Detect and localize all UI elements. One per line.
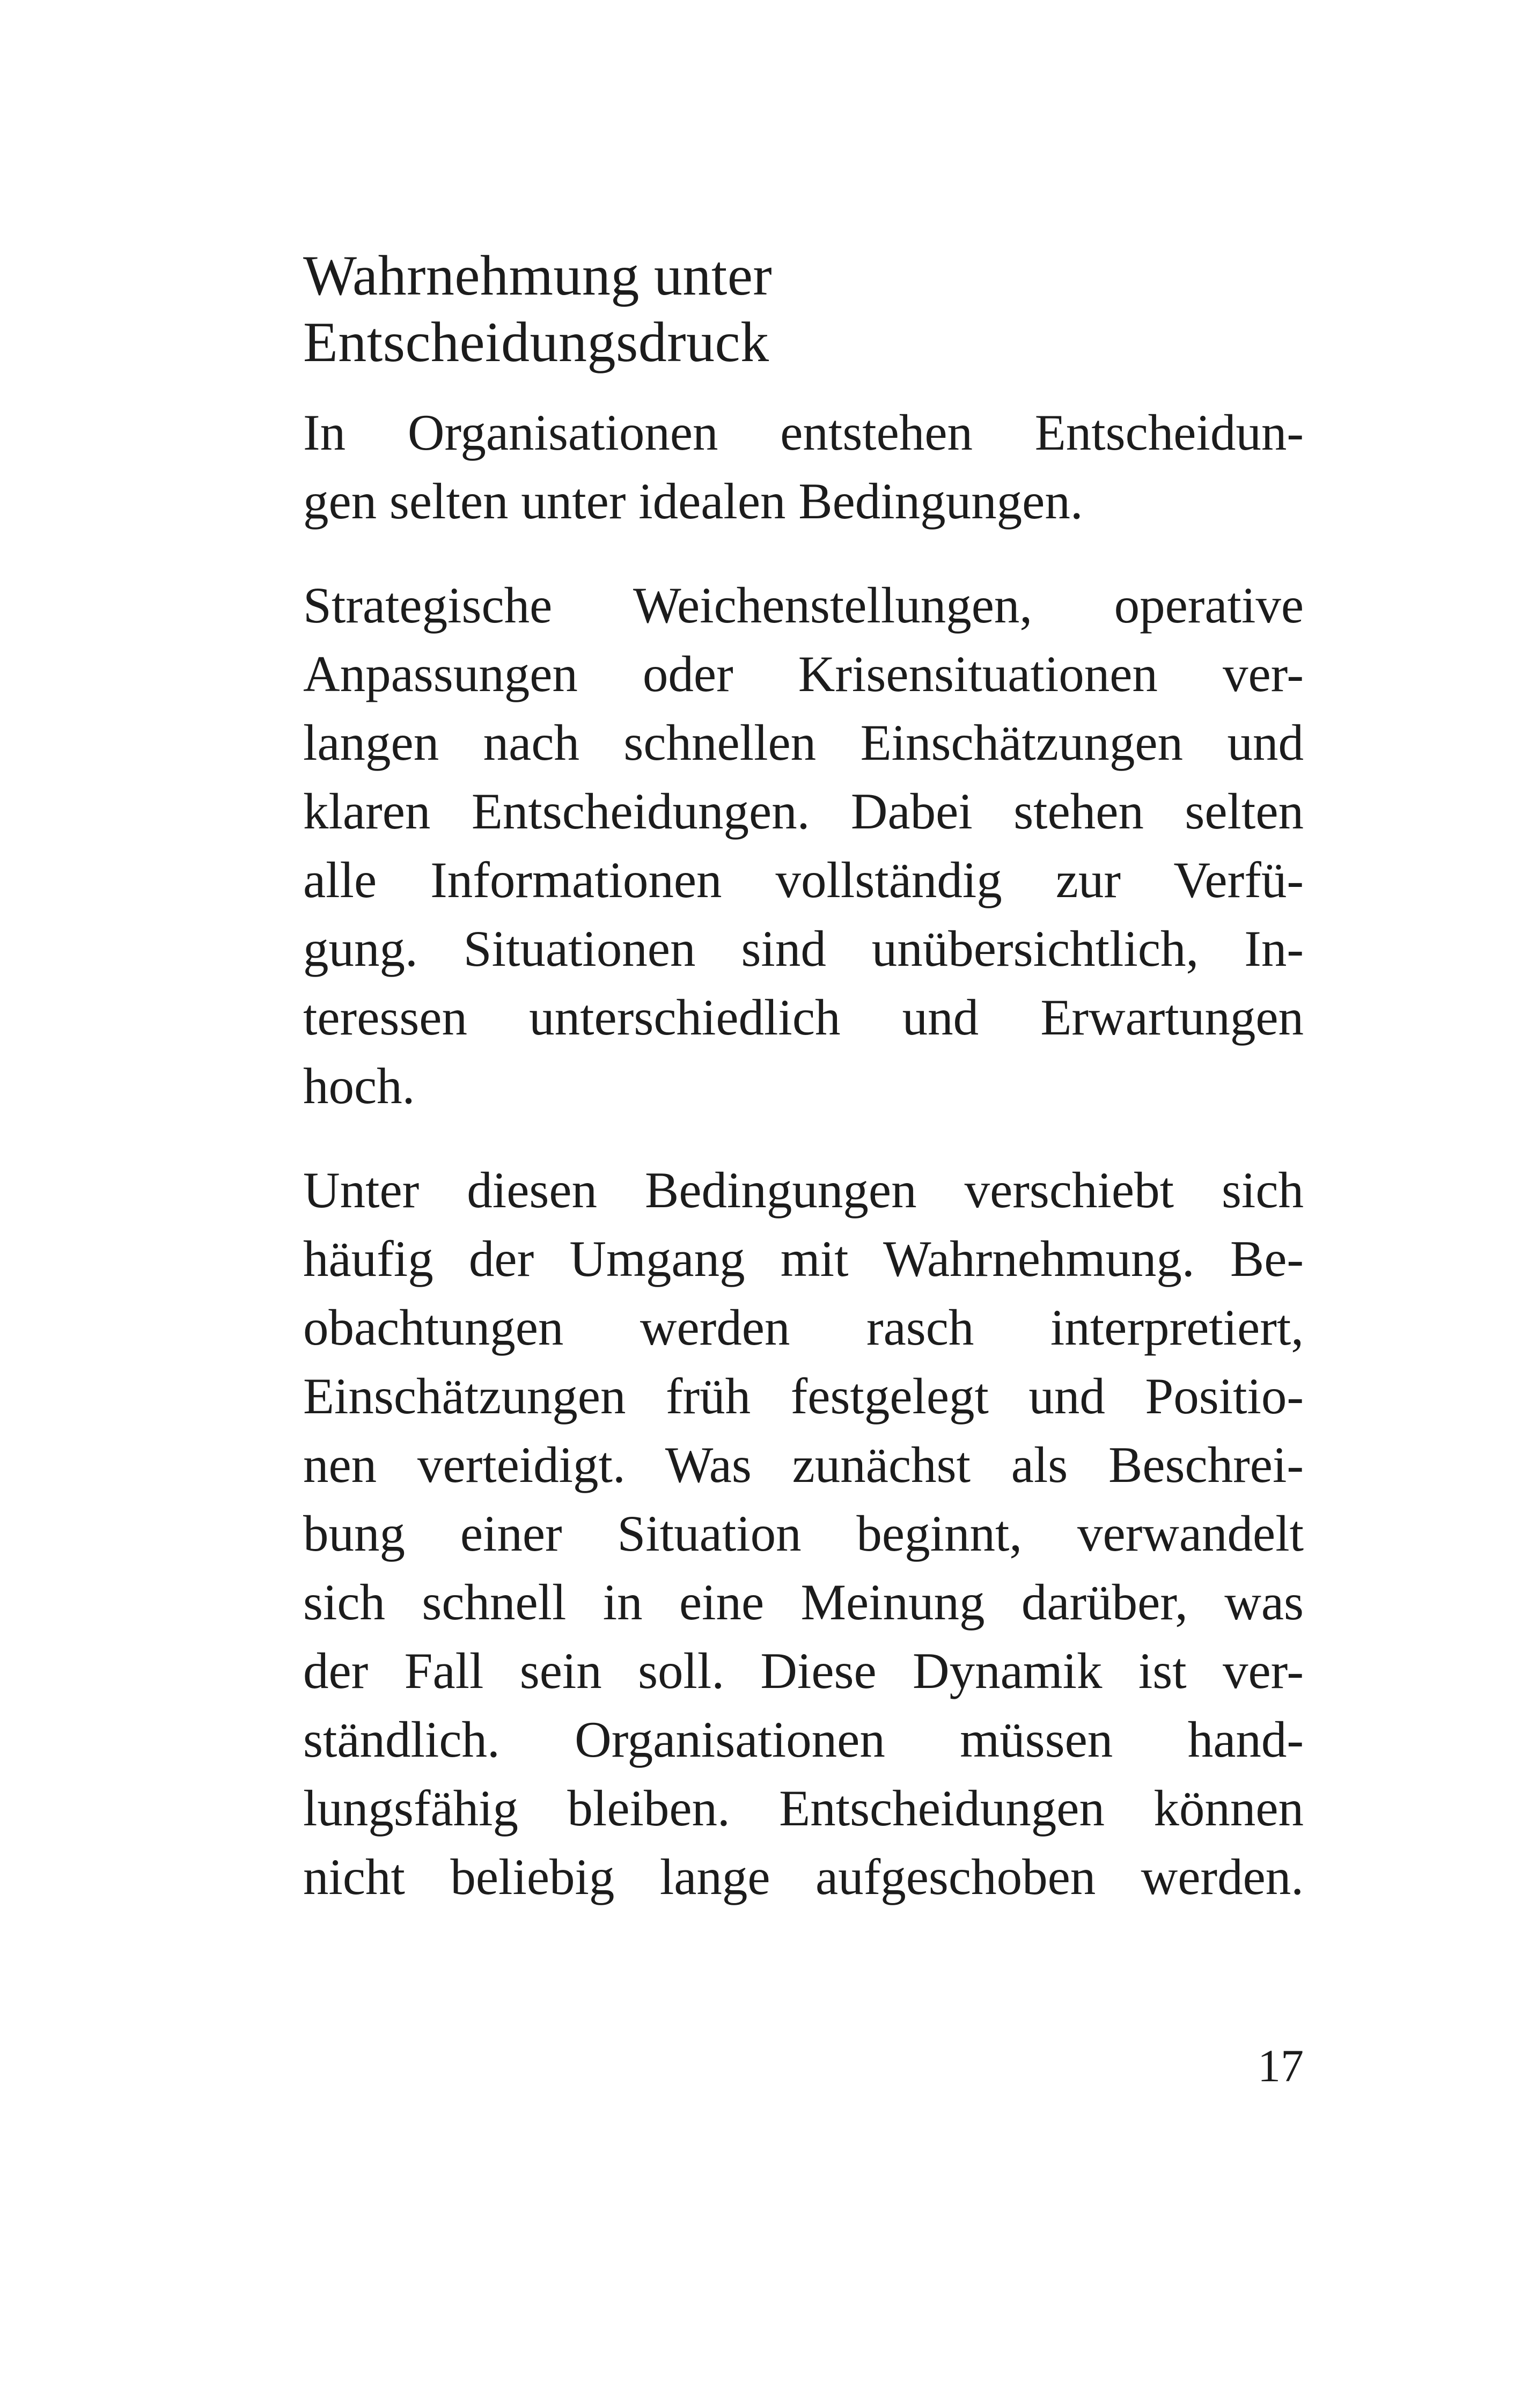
paragraph-line: langen nach schnellen Einschätzungen und [303, 714, 1304, 771]
paragraph-line: Einschätzungen früh festgelegt und Positio- [303, 1368, 1304, 1425]
paragraph-line: obachtungen werden rasch interpretiert, [303, 1299, 1304, 1356]
paragraph [303, 571, 1304, 1120]
heading-line: Entscheidungsdruck [303, 311, 769, 373]
paragraph-line: der Fall sein soll. Diese Dynamik ist ver- [303, 1642, 1304, 1699]
paragraph-line: sich schnell in eine Meinung darüber, was [303, 1574, 1304, 1631]
paragraph-line: lungsfähig bleiben. Entscheidungen können [303, 1780, 1304, 1837]
chapter-heading [303, 243, 1304, 376]
paragraph [303, 1156, 1304, 1911]
paragraph-line: teressen unterschiedlich und Erwartungen [303, 989, 1304, 1046]
paragraph-line: Unter diesen Bedingungen verschiebt sich [303, 1162, 1304, 1218]
page-number: 17 [1258, 2040, 1304, 2091]
paragraph-line: In Organisationen entstehen Entscheidun- [303, 404, 1304, 461]
paragraph-line: Anpassungen oder Krisensituationen ver- [303, 645, 1304, 702]
paragraph-line: klaren Entscheidungen. Dabei stehen selten [303, 783, 1304, 840]
paragraph-line: nicht beliebig lange aufgeschoben werden. [303, 1848, 1304, 1905]
heading-line: Wahrnehmung unter [303, 244, 773, 307]
paragraph-line: gen selten unter idealen Bedingungen. [303, 473, 1083, 530]
paragraph-line: häufig der Umgang mit Wahrnehmung. Be- [303, 1230, 1304, 1287]
paragraph-line: gung. Situationen sind unübersichtlich, In- [303, 920, 1304, 977]
paragraph [303, 398, 1304, 535]
paragraph-line: Strategische Weichenstellungen, operative [303, 577, 1304, 634]
page-content [303, 243, 1304, 1911]
paragraph-line: bung einer Situation beginnt, verwandelt [303, 1505, 1304, 1562]
paragraph-line: hoch. [303, 1058, 415, 1114]
paragraph-line: nen verteidigt. Was zunächst als Beschrei- [303, 1436, 1304, 1493]
paragraph-line: ständlich. Organisationen müssen hand- [303, 1711, 1304, 1768]
paragraph-line: alle Informationen vollständig zur Verfü- [303, 851, 1304, 908]
